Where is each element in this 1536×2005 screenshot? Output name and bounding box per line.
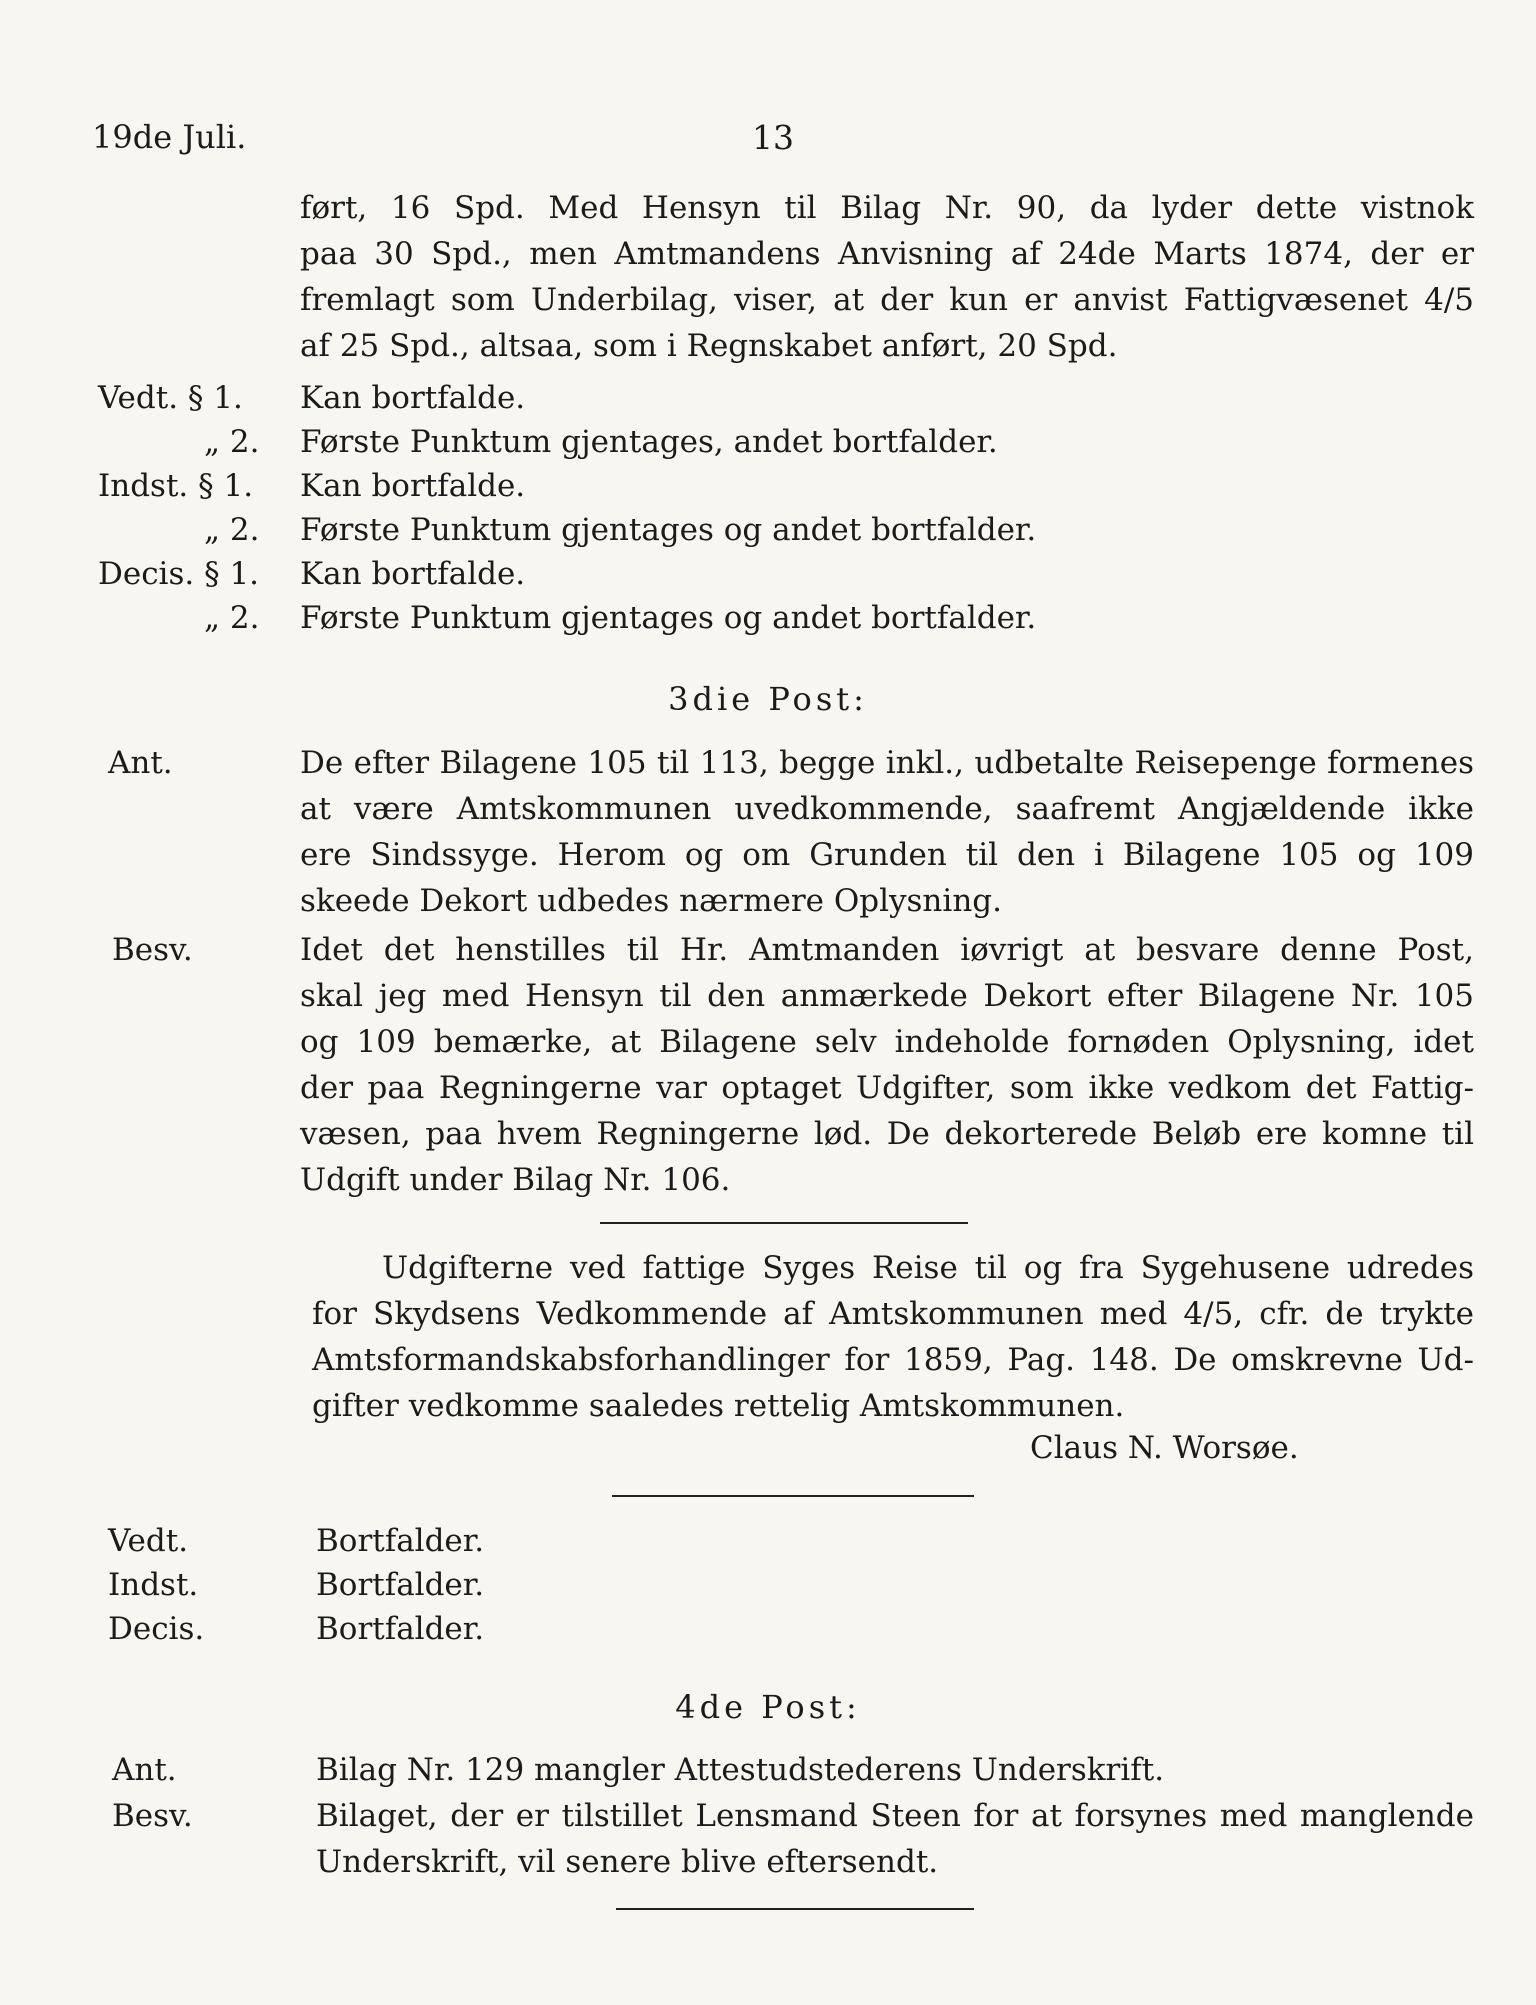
text-line: væsen, paa hvem Regningerne lød. De dekorterede Beløb ere komne til: [300, 1116, 1474, 1152]
divider-rule: [616, 1908, 974, 1910]
text-line: gifter vedkomme saaledes rettelig Amtskommunen.: [312, 1388, 1125, 1424]
page-number: 13: [752, 118, 794, 157]
decision-label: Indst.: [108, 1567, 199, 1603]
decision-label: Vedt. § 1.: [98, 380, 243, 416]
ant-label: Ant.: [108, 745, 173, 781]
note-block: [0, 1250, 1536, 1434]
decision-row: [0, 424, 1536, 468]
text-line: Udgift under Bilag Nr. 106.: [300, 1162, 731, 1198]
besv-label: Besv.: [112, 1798, 193, 1834]
decision-text: Første Punktum gjentages og andet bortfalder.: [300, 512, 1037, 548]
decision-text: Kan bortfalde.: [300, 380, 526, 416]
decision-label: Indst. § 1.: [98, 468, 254, 504]
text-line: og 109 bemærke, at Bilagene selv indeholde fornøden Oplysning, idet: [300, 1024, 1474, 1060]
decision-text: Bortfalder.: [316, 1611, 485, 1647]
decision-row: [0, 556, 1536, 600]
text-line: Underskrift, vil senere blive eftersendt.: [316, 1844, 939, 1880]
decision-text: Bortfalder.: [316, 1523, 485, 1559]
decision-row: [0, 512, 1536, 556]
text-line: Bilaget, der er tilstillet Lensmand Steen for at forsynes med manglende: [316, 1798, 1474, 1834]
post3-ant: [0, 745, 1536, 929]
decision-row: [0, 380, 1536, 424]
post3-besv: [0, 932, 1536, 1208]
decision-row: [0, 600, 1536, 644]
text-line: for Skydsens Vedkommende af Amtskommunen med 4/5, cfr. de trykte: [312, 1296, 1474, 1332]
besv-label: Besv.: [112, 932, 193, 968]
text-line: Udgifterne ved fattige Syges Reise til og fra Sygehusene udredes: [382, 1250, 1474, 1286]
text-line: skeede Dekort udbedes nærmere Oplysning.: [300, 883, 1002, 919]
decision-label: Vedt.: [108, 1523, 189, 1559]
decision-text: Kan bortfalde.: [300, 556, 526, 592]
text-line: af 25 Spd., altsaa, som i Regnskabet anført, 20 Spd.: [300, 328, 1118, 364]
text-line: fremlagt som Underbilag, viser, at der kun er anvist Fattigvæsenet 4/5: [300, 282, 1474, 318]
section-continuation: [0, 190, 1536, 374]
text-line: ere Sindssyge. Herom og om Grunden til den i Bilagene 105 og 109: [300, 837, 1474, 873]
text-line: De efter Bilagene 105 til 113, begge inkl., udbetalte Reisepenge formenes: [300, 745, 1474, 781]
page-header: [0, 118, 1536, 168]
text-line: ført, 16 Spd. Med Hensyn til Bilag Nr. 90, da lyder dette vistnok: [300, 190, 1474, 226]
text-line: der paa Regningerne var optaget Udgifter, som ikke vedkom det Fattig-: [300, 1070, 1474, 1106]
decision-label: „ 2.: [204, 600, 260, 636]
text-line: at være Amtskommunen uvedkommende, saafremt Angjældende ikke: [300, 791, 1474, 827]
text-line: Amtsformandskabsforhandlinger for 1859, Pag. 148. De omskrevne Ud-: [312, 1342, 1474, 1378]
text-line: Idet det henstilles til Hr. Amtmanden iøvrigt at besvare denne Post,: [300, 932, 1474, 968]
decision-text: Første Punktum gjentages, andet bortfalder.: [300, 424, 998, 460]
decision-text: Kan bortfalde.: [300, 468, 526, 504]
decision-label: „ 2.: [204, 424, 260, 460]
post4-besv: [0, 1798, 1536, 1890]
decision-label: „ 2.: [204, 512, 260, 548]
divider-rule: [600, 1222, 968, 1224]
text-line: skal jeg med Hensyn til den anmærkede Dekort efter Bilagene Nr. 105: [300, 978, 1474, 1014]
section-heading-post4: 4de Post:: [675, 1688, 861, 1726]
decisions-list: [0, 380, 1536, 644]
decision-label: Decis.: [108, 1611, 205, 1647]
ant-label: Ant.: [112, 1752, 177, 1788]
divider-rule: [612, 1495, 974, 1497]
signature: Claus N. Worsøe.: [1030, 1430, 1299, 1466]
header-date: 19de Juli.: [92, 118, 247, 156]
decisions-list-2: [0, 1523, 1536, 1655]
decision-text: Bortfalder.: [316, 1567, 485, 1603]
post4-ant: [0, 1752, 1536, 1798]
section-heading-post3: 3die Post:: [668, 680, 868, 718]
text-line: paa 30 Spd., men Amtmandens Anvisning af 24de Marts 1874, der er: [300, 236, 1474, 272]
decision-row: [0, 468, 1536, 512]
decision-label: Decis. § 1.: [98, 556, 260, 592]
decision-text: Første Punktum gjentages og andet bortfalder.: [300, 600, 1037, 636]
text-line: Bilag Nr. 129 mangler Attestudstederens Underskrift.: [316, 1752, 1165, 1788]
